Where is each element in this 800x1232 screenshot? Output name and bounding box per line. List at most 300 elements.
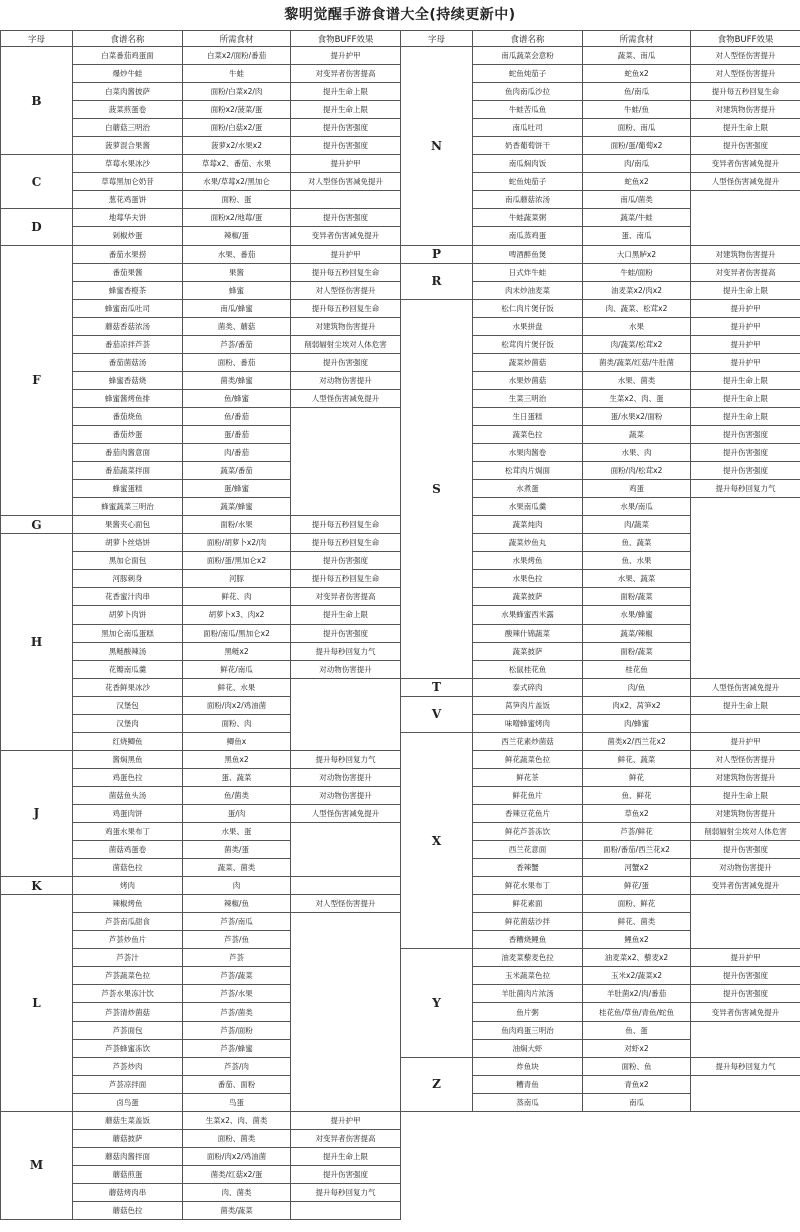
ingredients-cell: 蔬菜/蜂蜜 xyxy=(183,498,291,516)
ingredients-cell: 肉/蔬菜/松茸x2 xyxy=(583,335,691,353)
recipe-name-cell: 蘑菇生菜盖饭 xyxy=(73,1111,183,1129)
recipe-name-cell: 蔬菜披萨 xyxy=(473,588,583,606)
ingredients-cell: 蛋/水果x2/面粉 xyxy=(583,407,691,425)
recipe-name-cell: 蔬菜炒鱼丸 xyxy=(473,534,583,552)
letter-group-cell: J xyxy=(1,750,73,876)
recipe-name-cell: 黑加仑面包 xyxy=(73,552,183,570)
recipe-name-cell: 蜂蜜蛋糕 xyxy=(73,480,183,498)
ingredients-cell: 鱼/蜂蜜 xyxy=(183,389,291,407)
ingredients-cell: 白菜x2/面粉/番茄 xyxy=(183,47,291,65)
table-row xyxy=(1,245,401,263)
ingredients-cell: 蛋/肉 xyxy=(183,804,291,822)
ingredients-cell: 菌类/蔬菜 xyxy=(183,1202,291,1220)
buff-effect-cell: 提升护甲 xyxy=(291,245,401,263)
letter-group-cell: K xyxy=(1,877,73,895)
ingredients-cell: 面粉/胡萝卜x2/肉 xyxy=(183,534,291,552)
ingredients-cell: 面粉x2/地莓/蛋 xyxy=(183,209,291,227)
recipe-name-cell: 香辣蟹 xyxy=(473,859,583,877)
ingredients-cell: 芦荟/番茄 xyxy=(183,335,291,353)
buff-effect-cell: 提升生命上限 xyxy=(691,786,800,804)
letter-group-cell: P xyxy=(401,245,473,263)
buff-effect-cell: 对动物伤害提升 xyxy=(291,660,401,678)
ingredients-cell: 肉 xyxy=(183,877,291,895)
ingredients-cell: 草莓x2、番茄、水果 xyxy=(183,155,291,173)
buff-effect-cell: 提升伤害强度 xyxy=(291,353,401,371)
ingredients-cell: 鱼、鲜花 xyxy=(583,786,691,804)
buff-effect-cell: 提升每五秒回复生命 xyxy=(291,299,401,317)
buff-effect-cell: 对动物伤害提升 xyxy=(291,371,401,389)
ingredients-cell: 肉/蜂蜜 xyxy=(583,714,691,732)
recipe-name-cell: 卤鸟蛋 xyxy=(73,1093,183,1111)
ingredients-cell: 面粉/蛋/黑加仑x2 xyxy=(183,552,291,570)
recipe-name-cell: 番茄烧鱼 xyxy=(73,407,183,425)
recipe-name-cell: 胡萝卜肉饼 xyxy=(73,606,183,624)
buff-effect-cell: 对人型怪伤害提升 xyxy=(691,47,800,65)
ingredients-cell: 鱼/番茄 xyxy=(183,407,291,425)
ingredients-cell: 对虾x2 xyxy=(583,1039,691,1057)
letter-group-cell: H xyxy=(1,534,73,751)
recipe-name-cell: 蒸南瓜 xyxy=(473,1093,583,1111)
table-row xyxy=(401,949,800,967)
letter-group-cell: R xyxy=(401,263,473,299)
ingredients-cell: 鲜花 xyxy=(583,768,691,786)
buff-effect-cell xyxy=(691,895,800,949)
ingredients-cell: 肉x2、莴笋x2 xyxy=(583,696,691,714)
ingredients-cell: 青鱼x2 xyxy=(583,1075,691,1093)
table-row xyxy=(1,516,401,534)
ingredients-cell: 芦荟/菌类 xyxy=(183,1003,291,1021)
table-row xyxy=(1,877,401,895)
table-row xyxy=(401,299,800,317)
ingredients-cell: 鲜花、肉 xyxy=(183,588,291,606)
recipe-name-cell: 蛇鱼炖茄子 xyxy=(473,173,583,191)
recipe-name-cell: 蔬菜炒菌菇 xyxy=(473,353,583,371)
buff-effect-cell: 提升每五秒回复生命 xyxy=(291,516,401,534)
recipe-name-cell: 蛇鱼炖茄子 xyxy=(473,65,583,83)
recipe-name-cell: 鲜花菌菇沙拌 xyxy=(473,913,583,931)
buff-effect-cell xyxy=(291,1202,401,1220)
recipe-name-cell: 芦荟炒肉 xyxy=(73,1057,183,1075)
buff-effect-cell: 提升伤害强度 xyxy=(691,425,800,443)
recipe-name-cell: 汉堡肉 xyxy=(73,714,183,732)
buff-effect-cell xyxy=(691,1075,800,1111)
ingredients-cell: 面粉/肉x2/鸡油菌 xyxy=(183,696,291,714)
recipe-name-cell: 水果烤鱼 xyxy=(473,552,583,570)
column-header: 所需食材 xyxy=(583,31,691,47)
ingredients-cell: 桂花鱼 xyxy=(583,660,691,678)
ingredients-cell: 鲜花、水果 xyxy=(183,678,291,696)
buff-effect-cell xyxy=(291,191,401,209)
ingredients-cell: 油麦菜x2/肉x2 xyxy=(583,281,691,299)
recipe-name-cell: 番茄炒蛋 xyxy=(73,425,183,443)
buff-effect-cell: 提升伤害强度 xyxy=(691,985,800,1003)
recipe-name-cell: 花瓣南瓜羹 xyxy=(73,660,183,678)
recipe-name-cell: 汉堡包 xyxy=(73,696,183,714)
buff-effect-cell: 人型怪伤害减免提升 xyxy=(291,804,401,822)
ingredients-cell: 菠萝x2/水果x2 xyxy=(183,137,291,155)
ingredients-cell: 辣椒/鱼 xyxy=(183,895,291,913)
recipe-name-cell: 花香鲜果冰沙 xyxy=(73,678,183,696)
ingredients-cell: 河蟹x2 xyxy=(583,859,691,877)
ingredients-cell: 菌类/蜂蜜 xyxy=(183,371,291,389)
buff-effect-cell: 提升每秒回复力气 xyxy=(691,1057,800,1075)
buff-effect-cell xyxy=(291,678,401,750)
column-header: 食物BUFF效果 xyxy=(291,31,401,47)
ingredients-cell: 水果/草莓x2/黑加仑 xyxy=(183,173,291,191)
ingredients-cell: 面粉/南瓜/黑加仑x2 xyxy=(183,624,291,642)
table-header-row xyxy=(401,31,800,47)
recipe-name-cell: 水果蜂蜜西米露 xyxy=(473,606,583,624)
buff-effect-cell: 提升伤害强度 xyxy=(291,1165,401,1183)
ingredients-cell: 面粉/蔬菜 xyxy=(583,588,691,606)
ingredients-cell: 羊肚菌x2/肉/番茄 xyxy=(583,985,691,1003)
buff-effect-cell: 提升生命上限 xyxy=(691,407,800,425)
buff-effect-cell: 对建筑物伤害提升 xyxy=(691,245,800,263)
buff-effect-cell: 对人型怪伤害提升 xyxy=(291,895,401,913)
recipe-name-cell: 南瓜吐司 xyxy=(473,119,583,137)
buff-effect-cell: 提升伤害强度 xyxy=(691,462,800,480)
ingredients-cell: 水果 xyxy=(583,317,691,335)
ingredients-cell: 蔬菜/辣椒 xyxy=(583,624,691,642)
ingredients-cell: 面粉/番茄/西兰花x2 xyxy=(583,841,691,859)
recipe-name-cell: 鸡蛋肉饼 xyxy=(73,804,183,822)
buff-effect-cell xyxy=(291,407,401,515)
buff-effect-cell: 对人型怪伤害提升 xyxy=(691,65,800,83)
recipe-name-cell: 蔬菜披萨 xyxy=(473,642,583,660)
recipe-name-cell: 番茄凉拌芦荟 xyxy=(73,335,183,353)
ingredients-cell: 蛇鱼x2 xyxy=(583,173,691,191)
buff-effect-cell: 对动物伤害提升 xyxy=(691,859,800,877)
recipe-name-cell: 河豚刺身 xyxy=(73,570,183,588)
recipe-name-cell: 蘑菇披萨 xyxy=(73,1129,183,1147)
buff-effect-cell: 对建筑物伤害提升 xyxy=(291,317,401,335)
buff-effect-cell: 提升每秒回复力气 xyxy=(691,480,800,498)
buff-effect-cell: 对建筑物伤害提升 xyxy=(691,101,800,119)
ingredients-cell: 油麦菜x2、藜麦x2 xyxy=(583,949,691,967)
recipe-name-cell: 蘑菇香菇浓汤 xyxy=(73,317,183,335)
buff-effect-cell: 提升生命上限 xyxy=(691,389,800,407)
buff-effect-cell: 人型怪伤害减免提升 xyxy=(691,173,800,191)
ingredients-cell: 菌类x2/西兰花x2 xyxy=(583,732,691,750)
recipe-name-cell: 鸡蛋色拉 xyxy=(73,768,183,786)
recipe-name-cell: 糟青鱼 xyxy=(473,1075,583,1093)
letter-group-cell: G xyxy=(1,516,73,534)
ingredients-cell: 面粉、番茄 xyxy=(183,353,291,371)
ingredients-cell: 芦荟 xyxy=(183,949,291,967)
column-header: 食谱名称 xyxy=(473,31,583,47)
buff-effect-cell: 对变异者伤害提高 xyxy=(291,588,401,606)
recipe-name-cell: 芦荟清炒菌菇 xyxy=(73,1003,183,1021)
recipe-name-cell: 鲜花芦荟冻饮 xyxy=(473,823,583,841)
ingredients-cell: 肉/南瓜 xyxy=(583,155,691,173)
table-row xyxy=(1,1111,401,1129)
recipe-name-cell: 果酱夹心面包 xyxy=(73,516,183,534)
ingredients-cell: 水果、蔬菜 xyxy=(583,570,691,588)
table-row xyxy=(1,750,401,768)
ingredients-cell: 鱼/菌类 xyxy=(183,786,291,804)
ingredients-cell: 鱼、蛋 xyxy=(583,1021,691,1039)
recipe-name-cell: 水煮蛋 xyxy=(473,480,583,498)
buff-effect-cell xyxy=(691,191,800,245)
recipe-name-cell: 味噌蜂蜜烤肉 xyxy=(473,714,583,732)
ingredients-cell: 芦荟/面粉 xyxy=(183,1021,291,1039)
recipe-name-cell: 生菜三明治 xyxy=(473,389,583,407)
buff-effect-cell: 对建筑物伤害提升 xyxy=(691,804,800,822)
recipe-name-cell: 辣椒烤鱼 xyxy=(73,895,183,913)
table-row xyxy=(1,895,401,913)
ingredients-cell: 芦荟/蔬菜 xyxy=(183,967,291,985)
table-row xyxy=(401,263,800,281)
recipe-name-cell: 松仁肉片煲仔饭 xyxy=(473,299,583,317)
letter-group-cell: C xyxy=(1,155,73,209)
ingredients-cell: 牛蛙/面粉 xyxy=(583,263,691,281)
recipe-name-cell: 芦荟面包 xyxy=(73,1021,183,1039)
buff-effect-cell: 提升伤害强度 xyxy=(691,967,800,985)
buff-effect-cell: 提升生命上限 xyxy=(691,371,800,389)
recipe-name-cell: 草莓黑加仑奶昔 xyxy=(73,173,183,191)
recipe-name-cell: 鲜花水果布丁 xyxy=(473,877,583,895)
buff-effect-cell: 提升护甲 xyxy=(291,47,401,65)
recipe-name-cell: 菌菇鸡蛋卷 xyxy=(73,841,183,859)
ingredients-cell: 鲜花/蛋 xyxy=(583,877,691,895)
recipe-name-cell: 南瓜蒸鸡蛋 xyxy=(473,227,583,245)
ingredients-cell: 牛蛙/鱼 xyxy=(583,101,691,119)
column-header: 字母 xyxy=(1,31,73,47)
ingredients-cell: 生菜x2、肉、菌类 xyxy=(183,1111,291,1129)
ingredients-cell: 面粉x2/菠菜/蛋 xyxy=(183,101,291,119)
recipe-name-cell: 水果南瓜羹 xyxy=(473,498,583,516)
recipe-name-cell: 芦荟凉拌面 xyxy=(73,1075,183,1093)
ingredients-cell: 鱼、水果 xyxy=(583,552,691,570)
table-row xyxy=(401,696,800,714)
ingredients-cell: 芦荟/鱼 xyxy=(183,931,291,949)
letter-group-cell: F xyxy=(1,245,73,516)
buff-effect-cell: 提升生命上限 xyxy=(291,101,401,119)
recipe-name-cell: 胡萝卜丝烙饼 xyxy=(73,534,183,552)
table-row xyxy=(1,209,401,227)
ingredients-cell: 水果/蜂蜜 xyxy=(583,606,691,624)
recipe-name-cell: 炸鱼块 xyxy=(473,1057,583,1075)
buff-effect-cell: 对人型怪伤害减免提升 xyxy=(291,173,401,191)
table-header-row xyxy=(1,31,401,47)
recipe-name-cell: 鱼肉南瓜沙拉 xyxy=(473,83,583,101)
buff-effect-cell: 提升护甲 xyxy=(691,335,800,353)
recipe-name-cell: 番茄水果捞 xyxy=(73,245,183,263)
ingredients-cell: 水果、番茄 xyxy=(183,245,291,263)
buff-effect-cell: 提升护甲 xyxy=(691,317,800,335)
recipe-name-cell: 玉米蔬菜色拉 xyxy=(473,967,583,985)
recipe-name-cell: 西兰花素炒菌菇 xyxy=(473,732,583,750)
buff-effect-cell: 提升护甲 xyxy=(691,949,800,967)
ingredients-cell: 面粉/白菇x2/蛋 xyxy=(183,119,291,137)
ingredients-cell: 蛋、蔬菜 xyxy=(183,768,291,786)
ingredients-cell: 蔬菜、南瓜 xyxy=(583,47,691,65)
recipe-name-cell: 水果炒菌菇 xyxy=(473,371,583,389)
recipe-name-cell: 酸辣什锦蔬菜 xyxy=(473,624,583,642)
recipe-name-cell: 白菜番茄鸡蛋面 xyxy=(73,47,183,65)
ingredients-cell: 肉、菌类 xyxy=(183,1183,291,1201)
recipe-name-cell: 蔬菜色拉 xyxy=(473,425,583,443)
recipe-name-cell: 水果色拉 xyxy=(473,570,583,588)
buff-effect-cell: 提升每秒回复力气 xyxy=(291,642,401,660)
recipe-name-cell: 烤肉 xyxy=(73,877,183,895)
ingredients-cell: 蔬菜 xyxy=(583,425,691,443)
buff-effect-cell: 提升护甲 xyxy=(691,299,800,317)
ingredients-cell: 蛇鱼x2 xyxy=(583,65,691,83)
recipe-name-cell: 蔬菜炖肉 xyxy=(473,516,583,534)
recipe-name-cell: 蜂蜜酱烤鱼排 xyxy=(73,389,183,407)
right-recipe-table xyxy=(400,30,800,1112)
ingredients-cell: 芦荟/鲜花 xyxy=(583,823,691,841)
recipe-name-cell: 鲜花鱼片 xyxy=(473,786,583,804)
ingredients-cell: 芦荟/水果 xyxy=(183,985,291,1003)
ingredients-cell: 番茄、面粉 xyxy=(183,1075,291,1093)
ingredients-cell: 肉/番茄 xyxy=(183,444,291,462)
recipe-name-cell: 肉末炒油麦菜 xyxy=(473,281,583,299)
ingredients-cell: 蛋/蜂蜜 xyxy=(183,480,291,498)
recipe-name-cell: 番茄菌菇汤 xyxy=(73,353,183,371)
table-row xyxy=(401,245,800,263)
buff-effect-cell xyxy=(691,498,800,678)
ingredients-cell: 果酱 xyxy=(183,263,291,281)
ingredients-cell: 面粉/肉/松茸x2 xyxy=(583,462,691,480)
ingredients-cell: 桂花鱼/草鱼/青鱼/蛇鱼 xyxy=(583,1003,691,1021)
letter-group-cell: D xyxy=(1,209,73,245)
ingredients-cell: 鱼/南瓜 xyxy=(583,83,691,101)
buff-effect-cell: 对人型怪伤害提升 xyxy=(291,281,401,299)
buff-effect-cell: 提升生命上限 xyxy=(691,281,800,299)
buff-effect-cell: 人型怪伤害减免提升 xyxy=(291,389,401,407)
recipe-name-cell: 蘑菇煎蛋 xyxy=(73,1165,183,1183)
ingredients-cell: 面粉、南瓜 xyxy=(583,119,691,137)
buff-effect-cell: 提升每五秒回复生命 xyxy=(291,534,401,552)
ingredients-cell: 面粉、蛋 xyxy=(183,191,291,209)
ingredients-cell: 大口黑鲈x2 xyxy=(583,245,691,263)
recipe-name-cell: 南瓜蘑菇浓汤 xyxy=(473,191,583,209)
table-row xyxy=(401,678,800,696)
ingredients-cell: 南瓜/菌类 xyxy=(583,191,691,209)
recipe-name-cell: 番茄果酱 xyxy=(73,263,183,281)
recipe-name-cell: 鱼肉鸡蛋三明治 xyxy=(473,1021,583,1039)
recipe-name-cell: 菠菜煎蛋卷 xyxy=(73,101,183,119)
ingredients-cell: 菌类/蔬菜/红菇/牛肚菌 xyxy=(583,353,691,371)
buff-effect-cell: 提升伤害强度 xyxy=(691,444,800,462)
buff-effect-cell: 人型怪伤害减免提升 xyxy=(691,678,800,696)
ingredients-cell: 水果、肉 xyxy=(583,444,691,462)
recipe-name-cell: 松鼠桂花鱼 xyxy=(473,660,583,678)
recipe-name-cell: 水果肉酱卷 xyxy=(473,444,583,462)
recipe-name-cell: 芦荟水果冻汁饮 xyxy=(73,985,183,1003)
buff-effect-cell: 变异者伤害减免提升 xyxy=(291,227,401,245)
recipe-name-cell: 蜂蜜蔬菜三明治 xyxy=(73,498,183,516)
table-row xyxy=(1,47,401,65)
buff-effect-cell: 提升每秒回复力气 xyxy=(291,1183,401,1201)
ingredients-cell: 黑鲢x2 xyxy=(183,642,291,660)
ingredients-cell: 南瓜/蜂蜜 xyxy=(183,299,291,317)
buff-effect-cell xyxy=(291,823,401,877)
recipe-name-cell: 芦荟炒鱼片 xyxy=(73,931,183,949)
ingredients-cell: 芦荟/南瓜 xyxy=(183,913,291,931)
recipe-name-cell: 香辣豆花鱼片 xyxy=(473,804,583,822)
recipe-name-cell: 黑鲢酸辣汤 xyxy=(73,642,183,660)
recipe-name-cell: 芦荟蜂蜜冻饮 xyxy=(73,1039,183,1057)
table-row xyxy=(1,155,401,173)
buff-effect-cell: 变异者伤害减免提升 xyxy=(691,1003,800,1021)
recipe-name-cell: 花香蜜汁肉串 xyxy=(73,588,183,606)
recipe-name-cell: 松茸肉片焗面 xyxy=(473,462,583,480)
ingredients-cell: 鲜花/南瓜 xyxy=(183,660,291,678)
table-row xyxy=(401,1057,800,1075)
recipe-name-cell: 蘑菇烤肉串 xyxy=(73,1183,183,1201)
recipe-name-cell: 牛蛙蔬菜粥 xyxy=(473,209,583,227)
buff-effect-cell xyxy=(291,877,401,895)
recipe-name-cell: 水果拼盘 xyxy=(473,317,583,335)
buff-effect-cell: 对动物伤害提升 xyxy=(291,786,401,804)
ingredients-cell: 芦荟/蜂蜜 xyxy=(183,1039,291,1057)
buff-effect-cell: 提升护甲 xyxy=(291,155,401,173)
ingredients-cell: 面粉/蔬菜 xyxy=(583,642,691,660)
ingredients-cell: 鲫鱼x xyxy=(183,732,291,750)
recipe-name-cell: 日式炸牛蛙 xyxy=(473,263,583,281)
buff-effect-cell: 提升每五秒回复生命 xyxy=(691,83,800,101)
letter-group-cell: T xyxy=(401,678,473,696)
recipe-name-cell: 南瓜蔬菜会意粉 xyxy=(473,47,583,65)
ingredients-cell: 鲤鱼x2 xyxy=(583,931,691,949)
buff-effect-cell: 提升生命上限 xyxy=(291,606,401,624)
recipe-name-cell: 南瓜焖肉饭 xyxy=(473,155,583,173)
buff-effect-cell: 提升每五秒回复生命 xyxy=(291,263,401,281)
ingredients-cell: 菌类/红菇x2/蛋 xyxy=(183,1165,291,1183)
ingredients-cell: 面粉、鱼 xyxy=(583,1057,691,1075)
ingredients-cell: 玉米x2/蔬菜x2 xyxy=(583,967,691,985)
ingredients-cell: 鲜花、蔬菜 xyxy=(583,750,691,768)
recipe-name-cell: 蘑菇色拉 xyxy=(73,1202,183,1220)
ingredients-cell: 菌类/蛋 xyxy=(183,841,291,859)
recipe-name-cell: 油麦菜藜麦色拉 xyxy=(473,949,583,967)
recipe-name-cell: 番茄蔬菜拌面 xyxy=(73,462,183,480)
buff-effect-cell: 提升每五秒回复生命 xyxy=(291,570,401,588)
recipe-name-cell: 蜂蜜香菇烧 xyxy=(73,371,183,389)
table-row xyxy=(401,732,800,750)
buff-effect-cell: 对变异者伤害提高 xyxy=(291,1129,401,1147)
recipe-name-cell: 羊肚菌肉片浓汤 xyxy=(473,985,583,1003)
recipe-name-cell: 蜂蜜香橙茶 xyxy=(73,281,183,299)
ingredients-cell: 面粉、肉 xyxy=(183,714,291,732)
recipe-name-cell: 黑加仑南瓜蛋糕 xyxy=(73,624,183,642)
buff-effect-cell xyxy=(691,1021,800,1057)
column-header: 字母 xyxy=(401,31,473,47)
ingredients-cell: 面粉、菌类 xyxy=(183,1129,291,1147)
ingredients-cell: 肉、蔬菜、松茸x2 xyxy=(583,299,691,317)
buff-effect-cell: 提升护甲 xyxy=(691,353,800,371)
letter-group-cell: M xyxy=(1,1111,73,1219)
buff-effect-cell: 变异者伤害减免提升 xyxy=(691,877,800,895)
recipe-name-cell: 鲜花素面 xyxy=(473,895,583,913)
letter-group-cell: L xyxy=(1,895,73,1112)
column-header: 食谱名称 xyxy=(73,31,183,47)
recipe-name-cell: 奶香葡萄饼干 xyxy=(473,137,583,155)
recipe-name-cell: 油焖大虾 xyxy=(473,1039,583,1057)
letter-group-cell: N xyxy=(401,47,473,246)
column-header: 所需食材 xyxy=(183,31,291,47)
recipe-name-cell: 莴笋肉片盖饭 xyxy=(473,696,583,714)
buff-effect-cell: 提升生命上限 xyxy=(291,1147,401,1165)
ingredients-cell: 芦荟/肉 xyxy=(183,1057,291,1075)
ingredients-cell: 肉/蔬菜 xyxy=(583,516,691,534)
recipe-name-cell: 香糟烧鲤鱼 xyxy=(473,931,583,949)
letter-group-cell: S xyxy=(401,299,473,678)
ingredients-cell: 胡萝卜x3、肉x2 xyxy=(183,606,291,624)
